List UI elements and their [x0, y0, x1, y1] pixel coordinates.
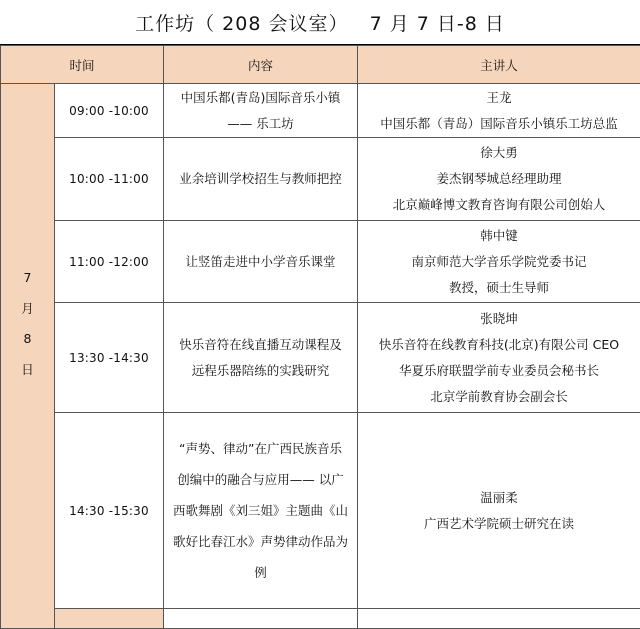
table-row [1, 303, 640, 413]
content-line: “声势、律动”在广西民族音乐 [168, 433, 353, 464]
table-header-row [1, 46, 640, 84]
content-line: 歌好比春江水》声势律动作品为 [168, 526, 353, 557]
table-row [1, 138, 640, 221]
time-cell: 10:00 -11:00 [55, 138, 164, 221]
speaker-name: 徐大勇 [362, 140, 636, 166]
time-cell: 11:00 -12:00 [55, 221, 164, 303]
content-line: 快乐音符在线直播互动课程及 [168, 332, 353, 358]
content-cell [164, 413, 358, 609]
page-title: 工作坊（ 208 会议室） 7 月 7 日-8 日 [0, 0, 640, 45]
date-char: 日 [21, 360, 34, 378]
table-row [1, 84, 640, 138]
speaker-title: 华夏乐府联盟学前专业委员会秘书长 [362, 358, 636, 384]
header-speaker: 主讲人 [358, 46, 640, 84]
date-char: 7 [24, 270, 32, 285]
speaker-title: 北京学前教育协会副会长 [362, 384, 636, 410]
content-cell [164, 138, 358, 221]
date-char: 8 [24, 331, 32, 346]
speaker-cell [358, 138, 640, 221]
speaker-name: 张晓坤 [362, 306, 636, 332]
time-cell: 14:30 -15:30 [55, 413, 164, 609]
speaker-cell [358, 303, 640, 413]
speaker-cell [358, 221, 640, 303]
content-line: 中国乐都(青岛)国际音乐小镇 [168, 85, 353, 111]
time-cell: 09:00 -10:00 [55, 84, 164, 138]
table-row [1, 609, 640, 629]
speaker-name: 温丽柔 [362, 485, 636, 511]
content-line: 远程乐器陪练的实践研究 [168, 358, 353, 384]
blank-cell [164, 609, 358, 629]
speaker-cell [358, 413, 640, 609]
table-row [1, 413, 640, 609]
content-line: 让竖笛走进中小学音乐课堂 [168, 249, 353, 275]
content-line: 例 [168, 557, 353, 588]
blank-cell [55, 609, 164, 629]
speaker-title: 教授，硕士生导师 [362, 275, 636, 301]
speaker-title: 南京师范大学音乐学院党委书记 [362, 249, 636, 275]
content-line: —— 乐工坊 [168, 111, 353, 137]
speaker-title: 北京巅峰博文教育咨询有限公司创始人 [362, 192, 636, 218]
speaker-title: 中国乐都（青岛）国际音乐小镇乐工坊总监 [362, 111, 636, 137]
content-line: 创编中的融合与应用—— 以广 [168, 464, 353, 495]
speaker-cell [358, 84, 640, 138]
date-cell [1, 84, 55, 629]
speaker-name: 韩中键 [362, 223, 636, 249]
speaker-title: 姜杰钢琴城总经理助理 [362, 166, 636, 192]
speaker-title: 快乐音符在线教育科技(北京)有限公司 CEO [362, 332, 636, 358]
table-row [1, 221, 640, 303]
header-content: 内容 [164, 46, 358, 84]
blank-cell [358, 609, 640, 629]
date-char: 月 [21, 299, 34, 317]
schedule-table [0, 45, 640, 629]
content-cell [164, 84, 358, 138]
content-line: 西歌舞剧《刘三姐》主题曲《山 [168, 495, 353, 526]
content-cell [164, 303, 358, 413]
speaker-title: 广西艺术学院硕士研究在读 [362, 511, 636, 537]
content-cell [164, 221, 358, 303]
speaker-name: 王龙 [362, 85, 636, 111]
header-time: 时间 [1, 46, 164, 84]
time-cell: 13:30 -14:30 [55, 303, 164, 413]
content-line: 业余培训学校招生与教师把控 [168, 166, 353, 192]
